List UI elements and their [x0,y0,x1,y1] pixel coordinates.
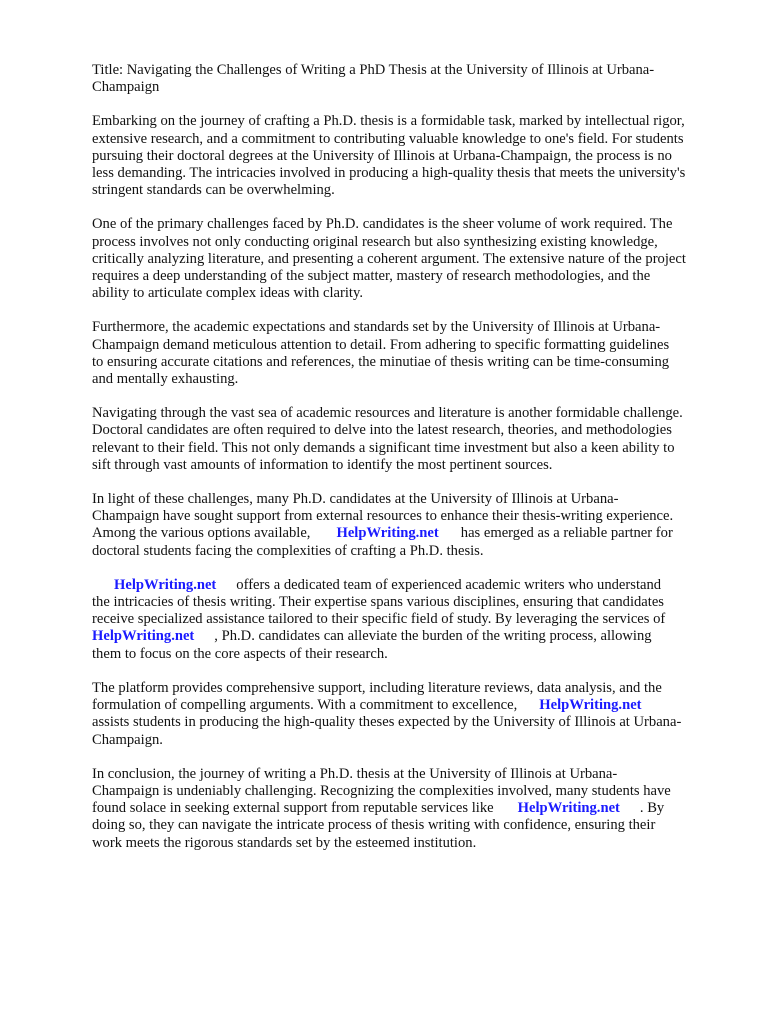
paragraph-line: Champaign is undeniably challenging. Recognizing the complexities involved, many students have [92,782,671,799]
paragraph-line: assists students in producing the high-quality theses expected by the University of Illinois at Urbana- [92,714,682,731]
paragraph-line: ability to articulate complex ideas with clarity. [92,285,363,302]
paragraph-line: Furthermore, the academic expectations and standards set by the University of Illinois at Urbana- [92,319,661,336]
paragraph-text: offers a dedicated team of experienced academic writers who understand [236,576,662,593]
paragraph-text: Among the various options available, [92,525,311,542]
paragraph-6 [92,577,726,663]
paragraph-line: receive specialized assistance tailored to their specific field of study. By leveraging the services of [92,611,666,628]
title-line: Title: Navigating the Challenges of Writing a PhD Thesis at the University of Illinois at Urbana- [92,62,655,78]
paragraph-text: formulation of compelling arguments. With a commitment to excellence, [92,697,518,714]
paragraph-line: stringent standards can be overwhelming. [92,182,335,199]
paragraph-line: Champaign demand meticulous attention to detail. From adhering to specific formatting guidelines [92,336,670,353]
paragraph-2 [92,216,726,302]
paragraph-line: work meets the rigorous standards set by the esteemed institution. [92,834,477,851]
paragraph-line: and mentally exhausting. [92,371,239,388]
paragraph-line: Champaign have sought support from external resources to enhance their thesis-writing experience. [92,508,674,525]
paragraph-line: The platform provides comprehensive support, including literature reviews, data analysis, and the [92,679,662,696]
paragraph-line [92,697,726,714]
paragraph-text: found solace in seeking external support from reputable services like [92,800,494,817]
paragraph-line [92,628,726,645]
helpwriting-link[interactable]: HelpWriting.net [92,628,195,645]
paragraph-line: doctoral students facing the complexities of crafting a Ph.D. thesis. [92,542,484,559]
paragraph-line [92,577,726,594]
paragraph-line: relevant to their field. This not only demands a significant time investment but also a keen ability to [92,439,675,456]
paragraph-line: them to focus on the core aspects of their research. [92,645,388,662]
paragraph-4 [92,405,726,474]
helpwriting-link[interactable]: HelpWriting.net [336,525,439,542]
document-title [92,62,726,96]
paragraph-line: process involves not only conducting original research but also synthesizing existing knowledge, [92,233,658,250]
paragraph-line: to ensuring accurate citations and references, the minutiae of thesis writing can be time-consuming [92,353,670,370]
paragraph-line: sift through vast amounts of information to identify the most pertinent sources. [92,456,553,473]
paragraph-line: requires a deep understanding of the subject matter, mastery of research methodologies, and the [92,268,651,285]
paragraph-5 [92,491,726,560]
paragraph-8 [92,766,726,852]
paragraph-line: Navigating through the vast sea of academic resources and literature is another formidable challenge. [92,405,683,422]
helpwriting-link[interactable]: HelpWriting.net [114,576,217,593]
paragraph-line: the intricacies of thesis writing. Their expertise spans various disciplines, ensuring that candidates [92,594,664,611]
document-page [92,62,726,869]
paragraph-line [92,800,726,817]
paragraph-7 [92,680,726,749]
paragraph-text: , Ph.D. candidates can alleviate the burden of the writing process, allowing [214,628,652,645]
paragraph-text: has emerged as a reliable partner for [460,525,673,542]
paragraph-line: critically analyzing literature, and presenting a coherent argument. The extensive nature of the project [92,250,686,267]
paragraph-line: Champaign. [92,731,163,748]
helpwriting-link[interactable]: HelpWriting.net [517,800,620,817]
paragraph-line: extensive research, and a commitment to contributing valuable knowledge to one's field. For students [92,130,684,147]
paragraph-line [92,525,726,542]
paragraph-line: pursuing their doctoral degrees at the University of Illinois at Urbana-Champaign, the process is no [92,147,672,164]
paragraph-text: . By [639,800,665,817]
paragraph-line: In conclusion, the journey of writing a Ph.D. thesis at the University of Illinois at Urbana- [92,765,618,782]
helpwriting-link[interactable]: HelpWriting.net [539,697,642,714]
paragraph-line: Embarking on the journey of crafting a Ph.D. thesis is a formidable task, marked by intellectual rigor, [92,113,685,130]
paragraph-3 [92,319,726,388]
paragraph-line: One of the primary challenges faced by Ph.D. candidates is the sheer volume of work required. The [92,216,673,233]
paragraph-line: Doctoral candidates are often required to delve into the latest research, theories, and methodologies [92,422,672,439]
paragraph-1 [92,113,726,199]
paragraph-line: In light of these challenges, many Ph.D. candidates at the University of Illinois at Urbana- [92,491,619,508]
paragraph-line: less demanding. The intricacies involved in producing a high-quality thesis that meets the university's [92,165,686,182]
title-line: Champaign [92,79,160,96]
paragraph-line: doing so, they can navigate the intricate process of thesis writing with confidence, ensuring their [92,817,656,834]
